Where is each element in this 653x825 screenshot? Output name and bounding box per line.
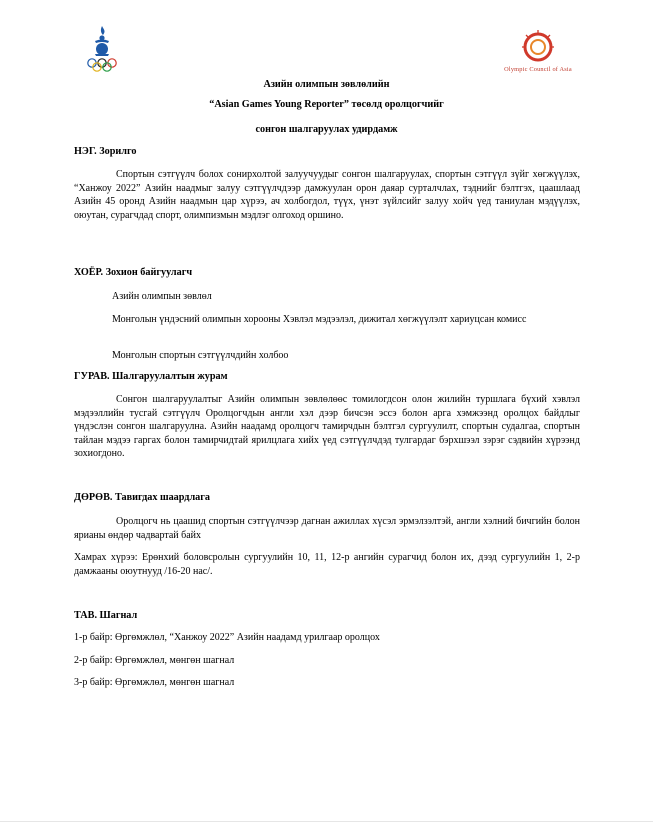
organizer-item: Монголын үндэсний олимпын хорооны Хэвлэл мэдээлэл, дижитал хөгжүүлэлт хариуцсан комисс: [112, 314, 527, 325]
document-title-line-1: Азийн олимпын зөвлөлийн: [263, 79, 390, 90]
section-three-paragraph: Сонгон шалгаруулалтыг Азийн олимпын зөвлөлөөс томилогдсон олон жилийн туршлага бүхий хэвлэл мэдээллийн тусгай сэтгүүлч Оролцогчдын англи хэл дээр бичсэн эссэ болон арга хэмжээнд оролцох байдлыг үндэслэн сонгон шалгаруулна. Азийн наадамд оролцогч тамирчдын бэлтгэл сургуулилт, спортын судалгаа, спортын тайлан мэдээ гаргах болон тамирчидтай ярилцлага хийх үед сэтгүүлчдэд тулгардаг бэрхшээл зэрэг сэдвийн хүрээнд зохиогдоно.: [74, 394, 580, 459]
page-bottom-divider: [0, 821, 653, 822]
section-one-heading: НЭГ. Зорилго: [74, 146, 137, 157]
award-item: 1-р байр: Өргөмжлөл, “Ханжоу 2022” Азийн наадамд урилгаар оролцох: [74, 632, 380, 643]
award-item: 2-р байр: Өргөмжлөл, мөнгөн шагнал: [74, 655, 235, 666]
section-two-heading: ХОЁР. Зохион байгуулагч: [74, 267, 193, 278]
section-three-heading: ГУРАВ. Шалгаруулалтын журам: [74, 371, 228, 382]
mongolian-noc-logo: [82, 24, 122, 74]
section-four-paragraph: Оролцогч нь цаашид спортын сэтгүүлчээр дагнан ажиллах хүсэл эрмэлзэлтэй, англи хэлний бичгийн болон ярианы өндөр чадвартай байх: [74, 516, 580, 541]
award-item: 3-р байр: Өргөмжлөл, мөнгөн шагнал: [74, 677, 235, 688]
section-five-heading: ТАВ. Шагнал: [74, 610, 138, 621]
document-title-line-3: сонгон шалгаруулах удирдамж: [255, 124, 398, 135]
organizer-item: Азийн олимпын зөвлөл: [112, 291, 212, 302]
section-one-paragraph: Спортын сэтгүүлч болох сонирхолтой залуучуудыг сонгон шалгаруулах, спортын сэтгүүл зүйг хөгжүүлэх, “Ханжоу 2022” Азийн наадмыг залуу сэтгүүлчдээр дамжуулан орон даяар сурталчлах, тэднийг бэлтгэх, цаашлаад Азийн 45 оронд Азийн наадмын цар хүрээ, ач холбогдол, түүх, үнэт зүйлсийг залуу хойч үед таниулан мэдүүлэх, оюутан, сурагчдад спорт, олимпизмын мэдлэг олгоход оршино.: [74, 169, 580, 221]
section-four-scope: Хамрах хүрээ: Ерөнхий боловсролын сургуулийн 10, 11, 12-р ангийн сурагчид болон их, дээд сургуулийн 1, 2-р дамжааны оюутнууд /16-20 нас/.: [74, 552, 580, 577]
section-four-heading: ДӨРӨВ. Тавигдах шаардлага: [74, 492, 210, 503]
document-title-line-2: “Asian Games Young Reporter” төсөлд оролцогчийг: [209, 99, 444, 110]
oca-logo-text: Olympic Council of Asia: [504, 66, 572, 73]
organizer-item: Монголын спортын сэтгүүлчдийн холбоо: [112, 350, 289, 361]
oca-logo: [490, 28, 586, 80]
